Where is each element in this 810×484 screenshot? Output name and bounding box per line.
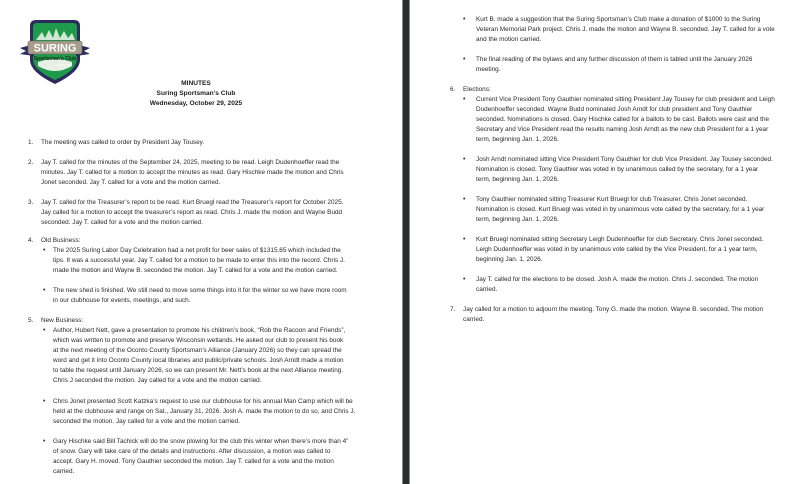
new-business-bullet-line: Kurt B. made a suggestion that the Suring Sportsman’s Club make a donation of $1000 to the Suring — [476, 16, 761, 23]
new-business-bullet-line: to table the request until January 2026, so we can present Mr. Nett’s book at the next Alliance meeting. — [53, 367, 344, 374]
bullet-icon: • — [463, 236, 466, 243]
item-number: 7. — [450, 306, 456, 313]
elections-bullet-line: Dudenhoeffer seconded. Wayne Budd nominated Josh Arndt for club president and Tony Gauthier — [476, 106, 753, 113]
elections-bullet-line: Josh Arndt nominated sitting Vice President Tony Gauthier for club Vice President. Jay Tousey seconded. — [476, 156, 773, 163]
elections-bullet-line: term, beginning Jan. 1, 2026. — [476, 216, 559, 223]
new-business-bullet-line: of snow. Gary will take care of the details and instructions. After discussion, a motion was called to — [53, 448, 331, 455]
item-number: 4. — [28, 237, 34, 244]
item-1-line: The meeting was called to order by President Jay Tousey. — [41, 139, 205, 146]
elections-bullet-line: seconded. Nominations is closed. Gary Hischke called for a ballots to be cast. Ballots were cast and the — [476, 116, 770, 123]
section-heading-elections: Elections: — [463, 86, 491, 93]
elections-bullet-line: Leigh Dudenhoeffer was voted in by unanimous vote called by the Vice President, for a 1 year term, — [476, 246, 758, 253]
old-business-bullet-line: tips. It was a successful year. Jay T. called for a motion to be made to enter this into the record. Chris J. — [53, 257, 345, 264]
old-business-bullet-line: The 2025 Suring Labor Day Celebration had a net profit for beer sales of $1315.65 which included the — [53, 247, 341, 254]
new-business-bullet-line: meeting. — [476, 66, 501, 73]
page-divider — [402, 0, 410, 484]
new-business-bullet-line: at the next meeting of the Oconto County Sportsman’s Alliance (January 2026) so they can spread the — [53, 347, 342, 354]
elections-bullet-line: Nomination is closed. Tony Gauthier was voted in by unanimous called by the secretary, for a 1 year — [476, 166, 759, 173]
bullet-icon: • — [43, 327, 46, 334]
bullet-icon: • — [463, 196, 466, 203]
item-3-line: Jay T. called for the Treasurer’s report to be read. Kurt Bruegl read the Treasurer’s report for October 2025. — [41, 199, 344, 206]
item-number: 1. — [28, 139, 34, 146]
logo-text-location: SURING, WI — [56, 64, 70, 67]
item-2-line: Jonet seconded. Jay T. called for a vote and the motion carried. — [41, 179, 221, 186]
new-business-bullet-line: Chris Jonet presented Scott Katzka’s request to use our clubhouse for his annual Man Camp which will be — [53, 398, 353, 405]
new-business-bullet-line: accept. Gary H. moved. Tony Gauthier seconded the motion. Jay T. called for a vote and the motion — [53, 458, 334, 465]
elections-bullet-line: term, beginning Jan. 1, 2026. — [476, 176, 559, 183]
elections-bullet-line: carried. — [476, 286, 498, 293]
elections-bullet-line: Current Vice President Tony Gauthier nominated sitting President Jay Tousey for club president and Leigh — [476, 96, 775, 103]
elections-bullet-line: Secretary and Vice President read the results naming Josh Arndt as the new club President for a 1 year — [476, 126, 769, 133]
document-page-left — [0, 0, 402, 484]
meeting-date: Wednesday, October 29, 2025 — [149, 100, 243, 107]
new-business-bullet-line: word and get it into Oconto County local libraries and public/private schools. Josh Arndt made a motion — [53, 357, 344, 364]
item-7-line: Jay called for a motion to adjourn the meeting. Tony G. made the motion. Wayne B. seconded. The motion — [463, 306, 764, 313]
bullet-icon: • — [463, 96, 466, 103]
bullet-icon: • — [463, 276, 466, 283]
new-business-bullet-line: Gary Hischke said Bill Tachick will do the snow plowing for the club this winter when there’s more than 4” — [53, 438, 349, 445]
club-name: Suring Sportsman’s Club — [156, 90, 236, 97]
old-business-bullet-line: in our clubhouse for events, meetings, and such. — [53, 297, 191, 304]
new-business-bullet-line: and the motion carried. — [476, 36, 542, 43]
elections-bullet-line: Tony Gauthier nominated sitting Treasurer Kurt Bruegl for club Treasurer. Chris Jonet seconded. — [476, 196, 748, 203]
item-2-line: minutes. Jay T. called for a motion to accept the minutes as read. Gary Hischke made the motion and Chris — [41, 169, 344, 176]
item-3-line: seconded. Jay T. called for a vote and the motion carried. — [41, 219, 203, 226]
club-logo — [16, 14, 94, 88]
elections-bullet-line: Jay T. called for the elections to be closed. Josh A. made the motion. Chris J. seconded. The motion — [476, 276, 759, 283]
document-page-right — [410, 0, 810, 484]
item-2-line: Jay T. called for the minutes of the September 24, 2025, meeting to be read. Leigh Dudenhoeffer read the — [41, 159, 340, 166]
old-business-bullet-line: made the motion and Wayne B. seconded the motion. Jay T. called for a vote and the motion carried. — [53, 267, 338, 274]
new-business-bullet-line: which was written to promote and preserve Wisconsin wetlands. He asked our club to present his book — [53, 337, 344, 344]
elections-bullet-line: Nomination is closed. Kurt Bruegl was voted in by unanimous vote called by the secretary, for a 1 year — [476, 206, 765, 213]
bullet-icon: • — [43, 398, 46, 405]
item-number: 5. — [28, 317, 34, 324]
section-heading-new-business: New Business: — [41, 317, 84, 324]
elections-bullet-line: Kurt Bruegl nominated sitting Secretary Leigh Dudenhoeffer for club Secretary. Chris Jonet seconded. — [476, 236, 764, 243]
logo-text-suring: SURING — [33, 42, 77, 55]
new-business-bullet-line: carried. — [53, 468, 75, 475]
new-business-bullet-line: seconded the motion. Jay called for a vote and the motion carried. — [53, 418, 240, 425]
new-business-bullet-line: The final reading of the bylaws and any further discussion of them is tabled until the January 2026 — [476, 56, 753, 63]
bullet-icon: • — [463, 16, 466, 23]
item-7-line: carried. — [463, 316, 485, 323]
elections-bullet-line: beginning Jan. 1, 2026. — [476, 256, 543, 263]
new-business-bullet-line: Author, Hubert Nett, gave a presentation to promote his children’s book, “Rob the Racoon and Friends”, — [53, 327, 346, 334]
elections-bullet-line: term, beginning Jan. 1, 2026. — [476, 136, 559, 143]
new-business-bullet-line: Veteran Memorial Park project. Chris J. made the motion and Wayne B. seconded. Jay T. called for a vote — [476, 26, 775, 33]
section-heading-old-business: Old Business: — [41, 237, 81, 244]
bullet-icon: • — [43, 438, 46, 445]
bullet-icon: • — [463, 156, 466, 163]
bullet-icon: • — [43, 247, 46, 254]
logo-text-club: Sportsman's Club — [33, 56, 77, 62]
item-3-line: Jay called for a motion to accept the treasurer’s report as read. Chris J. made the motion and Wayne Budd — [41, 209, 343, 216]
minutes-title: MINUTES — [181, 80, 211, 87]
bullet-icon: • — [463, 56, 466, 63]
bullet-icon: • — [43, 287, 46, 294]
item-number: 2. — [28, 159, 34, 166]
old-business-bullet-line: The new shed is finished. We still need to move some things into it for the winter so we have more room — [53, 287, 347, 294]
item-number: 6. — [450, 86, 456, 93]
new-business-bullet-line: Chris J seconded the motion. Jay called for a vote and the motion carried. — [53, 377, 262, 384]
item-number: 3. — [28, 199, 34, 206]
new-business-bullet-line: held at the clubhouse and range on Sat., January 31, 2026. Josh A. made the motion to do so, and Chris J. — [53, 408, 356, 415]
